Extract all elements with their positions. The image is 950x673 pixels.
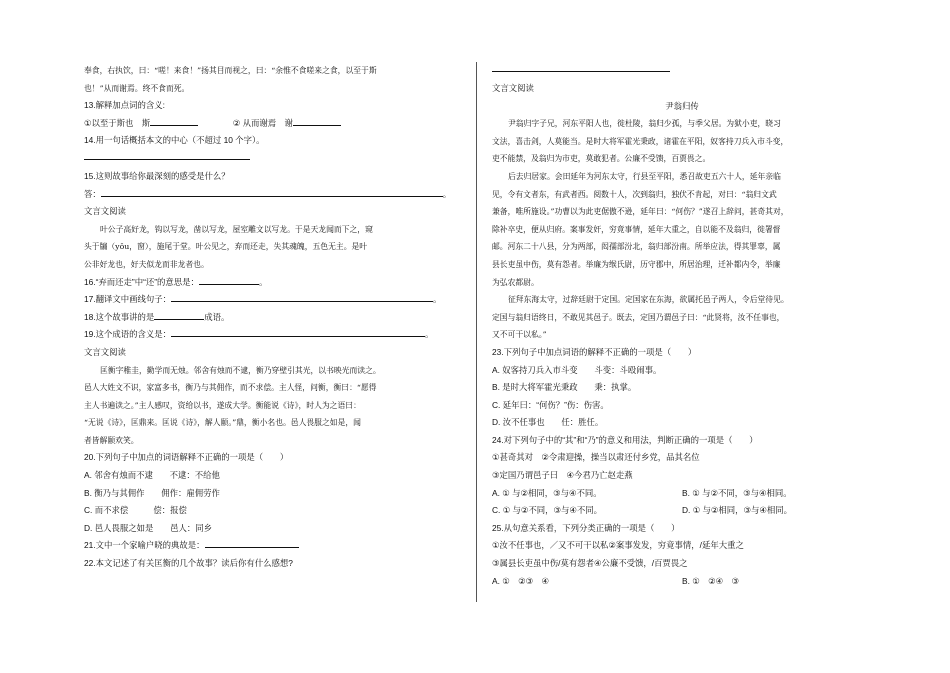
left-column <box>84 62 462 573</box>
question-20: 20.下列句子中加点的词语解释不正确的一项是（ ） <box>84 452 289 463</box>
passage-line: 见，令有文者东，有武者西。阅数十人，次到翁归，独伏不肯起，对曰：“翁归文武 <box>492 189 777 199</box>
section-heading: 文言文阅读 <box>84 206 126 217</box>
passage3-line: 主人书遍读之。”主人感叹，资给以书，遂成大学。衡能说《诗》，时人为之语曰： <box>84 400 361 410</box>
passage-line: 邮。河东二十八县，分为两部，闳孺部汾北，翁归部汾南。所举应法，得其罪辜，属 <box>492 242 781 252</box>
q24-option-b[interactable]: B. ① 与②不同，③与④相同。 <box>682 487 792 498</box>
passage-line: 又不可干以私。” <box>492 330 547 340</box>
section-heading: 文言文阅读 <box>84 346 126 357</box>
passage-line: 尹翁归字子兄，河东平阳人也，徙杜陵，翁归少孤，与季父居。为狱小吏，晓习 <box>508 119 781 129</box>
q19-text: 19.这个成语的含义是： <box>84 329 172 340</box>
section-heading: 文言文阅读 <box>492 83 534 93</box>
passage2-line: 公非好龙也，好夫似龙而非龙者也。 <box>84 259 209 269</box>
q21-text: 21.文中一个家喻户晓的典故是： <box>84 540 205 551</box>
q17-text: 17.翻译文中画线句子： <box>84 294 172 305</box>
q24-option-a[interactable]: A. ① 与②相同，③与④不同。 <box>492 487 602 498</box>
column-divider <box>476 62 477 602</box>
passage3-line: 者皆解颐欢笑。 <box>84 435 139 445</box>
answer-blank[interactable] <box>199 275 259 285</box>
passage3-line: 匡衡字稚圭，勤学而无烛。邻舍有烛而不逮，衡乃穿壁引其光，以书映光而读之。 <box>100 365 381 375</box>
answer-line[interactable] <box>492 62 670 72</box>
answer-blank[interactable] <box>101 187 443 197</box>
q24-options-row <box>492 502 872 520</box>
question-24: 24.对下列句子中的“其”和“乃”的意义和用法，判断正确的一项是（ ） <box>492 434 758 445</box>
question-21 <box>84 537 462 555</box>
q25-option-a[interactable]: A. ① ②③ ④ <box>492 575 550 586</box>
q23-option-c[interactable]: C. 延年曰：“何伤？”伤：伤害。 <box>492 399 609 410</box>
passage-line: 文法，喜击剑，人莫能当。是时大将军霍光秉政，诸霍在平阳，奴客持刀兵入市斗变， <box>492 136 789 146</box>
q20-option-c[interactable]: C. 而不求偿 偿：报偿 <box>84 505 187 516</box>
q25-sentences: ③属县长吏虽中伤/莫有怨者④公廉不受馈，/百贾畏之 <box>492 558 688 569</box>
answer-blank[interactable] <box>154 310 204 320</box>
question-18 <box>84 309 462 327</box>
question-14: 14.用一句话概括本文的中心（不超过 10 个字）。 <box>84 135 265 146</box>
q24-sentences: ①甚奇其对 ②令肃迎操，操当以肃还付乡党，品其名位 <box>492 452 700 463</box>
question-13: 13.解释加点词的含义: <box>84 100 165 111</box>
question-19: 19.这个成语的含义是： 。 <box>84 329 434 340</box>
q20-option-b[interactable]: B. 衡乃与其佣作 佣作：雇佣劳作 <box>84 487 220 498</box>
passage-title: 尹翁归传 <box>665 100 699 111</box>
question-22: 22.本文记述了有关匡衡的几个故事？读后你有什么感想? <box>84 558 293 569</box>
question-15: 15.这则故事给你最深刻的感受是什么？ <box>84 170 230 181</box>
passage-line: 为弘农都尉。 <box>492 277 539 287</box>
answer-line[interactable] <box>84 150 250 160</box>
passage3-line: 邑人大姓文不识，家富多书，衡乃与其佣作，而不求偿。主人怪，问衡，衡曰：“愿得 <box>84 383 377 393</box>
passage-line: 县长吏虽中伤，莫有怨者。举廉为缑氏尉，历守郡中，所居治理，迁补都内令，举廉 <box>492 259 781 269</box>
passage2-line: 头于牖（yǒu，窗），施尾于堂。叶公见之，弃而还走，失其魂魄，五色无主。是叶 <box>84 242 368 252</box>
question-23: 23.下列句子中加点词语的解释不正确的一项是（ ） <box>492 346 697 357</box>
q24-options-row <box>492 485 872 503</box>
question-16: 16.“弃而还走”中“还”的意思是： 。 <box>84 276 268 287</box>
answer-row: 答： 。 <box>84 188 452 199</box>
question-25: 25.从句意关系看，下列分类正确的一项是（ ） <box>492 522 680 533</box>
passage-line: 后去归居家。会田延年为河东太守，行县至平阳，悉召故吏五六十人，延年亲临 <box>508 171 781 181</box>
q25-options-row <box>492 573 872 591</box>
q25-option-b[interactable]: B. ① ②④ ③ <box>682 575 740 586</box>
q13-item-b: ② 从而谢焉 谢 <box>232 117 293 128</box>
passage-line: 兼备，唯所施设。”功曹以为此吏倨傲不逊，延年曰：“何伤？”遂召上辞问，甚奇其对， <box>492 207 789 217</box>
q20-option-d[interactable]: D. 邑人畏服之如是 邑人：同乡 <box>84 522 212 533</box>
q18-text: 18.这个故事讲的是 <box>84 311 155 322</box>
q20-option-a[interactable]: A. 邻舍有烛而不逮 不逮：不给他 <box>84 470 220 481</box>
q25-sentences: ①汝不任事也，／又不可干以私②案事发发，穷竟事情，/延年大重之 <box>492 540 744 551</box>
q23-option-d[interactable]: D. 汝不任事也 任：胜任。 <box>492 417 604 428</box>
passage1-line: 奉食，右执饮，曰：“嗟！来食！”扬其目而视之，曰：“余惟不食嗟来之食，以至于斯 <box>84 66 377 75</box>
right-column <box>492 62 872 590</box>
answer-label: 答： <box>84 188 101 199</box>
passage1-line: 也！”从而谢焉。终不食而死。 <box>84 83 190 93</box>
q23-option-b[interactable]: B. 是时大将军霍光秉政 秉：执掌。 <box>492 382 637 393</box>
answer-blank[interactable] <box>150 116 198 126</box>
passage2-line: 叶公子高好龙，钩以写龙，凿以写龙，屋室雕文以写龙。于是天龙闻而下之，窥 <box>100 224 373 234</box>
passage-line: 吏不能禁，及翁归为市吏，莫敢犯者。公廉不受馈，百贾畏之。 <box>492 154 711 164</box>
q16-text: 16.“弃而还走”中“还”的意思是： <box>84 276 199 287</box>
q24-option-d[interactable]: D. ① 与②相同，③与④相同。 <box>682 505 793 516</box>
question-13-items <box>84 115 462 133</box>
q18-text-end: 成语。 <box>204 311 230 322</box>
passage-line: 定国与翁归语终日，不敢见其邑子。既去，定国乃谓邑子曰：“此贤将，汝不任事也， <box>492 312 785 322</box>
passage-line: 除补卒史，便从归府。案事发奸，穷竟事情，延年大重之，自以能不及翁归，徙署督 <box>492 224 781 234</box>
answer-blank[interactable] <box>171 327 425 337</box>
q24-sentences: ③定国乃谓邑子曰 ④今君乃亡赵走燕 <box>492 470 633 481</box>
q24-option-c[interactable]: C. ① 与②不同，③与④不同。 <box>492 505 603 516</box>
answer-blank[interactable] <box>293 116 341 126</box>
passage3-line: “无说《诗》，匡鼎来。匡说《诗》，解人颐。”鼎，衡小名也。邑人畏服之如是，闻 <box>84 418 361 428</box>
q13-item-a: ①以至于斯也 斯 <box>84 117 151 128</box>
answer-blank[interactable] <box>205 538 299 548</box>
passage-line: 征拜东海太守，过辞廷尉于定国。定国家在东海，欲属托邑子两人，令后堂待见。 <box>508 295 789 305</box>
q23-option-a[interactable]: A. 奴客持刀兵入市斗变 斗变：斗殴闹事。 <box>492 364 662 375</box>
question-17: 17.翻译文中画线句子： 。 <box>84 294 442 305</box>
answer-blank[interactable] <box>171 292 433 302</box>
